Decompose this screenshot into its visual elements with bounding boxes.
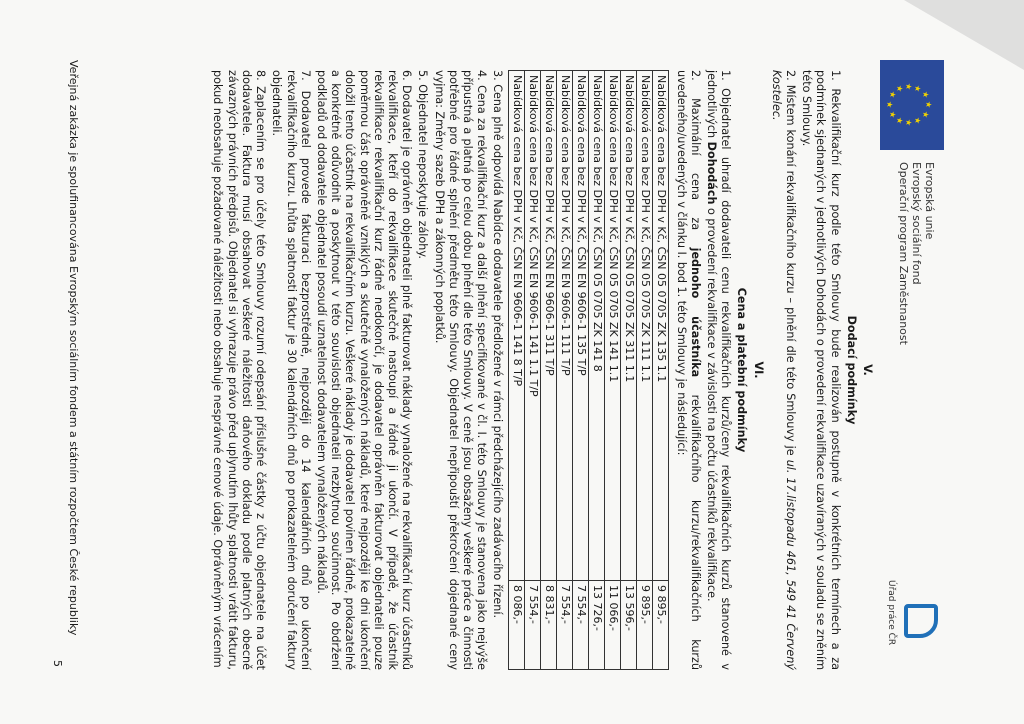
page-number: 5 [51, 660, 64, 667]
section-5-para-1: 1. Rekvalifikační kurz podle této Smlouvy bude realizován postupně v konkrétních termínech a za podmínek sjednaných v jednotlivých Dohodách o provedení rekvalifikace uzavíraných v souladu se zněním této Smlouvy. [800, 70, 842, 670]
price-label: Nabídková cena bez DPH v Kč, ČSN 05 0705 ZK 111 1.1 [637, 71, 653, 581]
section-6-para-3: 3. Cena plně odpovídá Nabídce dodavatele předložené v rámci předcházejícího zadávacího řízení. [491, 70, 505, 619]
upcr-logo-icon [904, 604, 938, 638]
price-value: 7 554,- [525, 581, 541, 670]
para-2-part-b: jednoho účastníka [688, 247, 702, 378]
para-1-part-c: o provedení rekvalifikace v závislosti na počtu účastníků rekvalifikace. [704, 204, 718, 602]
section-5-title: Dodací podmínky [844, 315, 858, 425]
eu-line-2: Evropský sociální fond [910, 162, 923, 285]
eu-line-1: Evropská unie [923, 162, 936, 240]
price-label: Nabídková cena bez DPH v Kč, ČSN EN 9606-1 141 1.1 T/P [525, 71, 541, 581]
price-label: Nabídková cena bez DPH v Kč, ČSN 05 0705 ZK 135 1.1 [653, 71, 669, 581]
eu-flag-logo: ★ ★ ★ ★ ★ ★ ★ ★ ★ ★ ★ ★ [880, 60, 944, 150]
section-6-para-8: 8. Zaplacením se pro účely této Smlouvy rozumí odepsání příslušné částky z účtu objednatele na účet dodavatele. Faktura musí obsahovat veškeré náležitosti daňového dokladu podle platných obecně závazných právních předpisů. Objednatel si vyhrazuje právo před uplynutím lhůty splatnosti vrátit fakturu, pokud neobsahuje požadované náležitosti nebo obsahuje nesprávné cenové údaje. Oprávněným vrácením [211, 70, 268, 670]
section-6-para-4: 4. Cena za rekvalifikační kurz a další plnění specifikované v čl. I. této Smlouvy je stanovena jako nejvýše přípustná a platná po celou dobu plnění dle této Smlouvy. V ceně jsou obsaženy veškeré práce a činnosti potřebné pro řádné splnění předmětu této Smlouvy. Objednatel nepřipouští překročení dojednané ceny vyjma: Změny sazeb DPH a zákonných poplatků. [432, 70, 489, 670]
price-value: 8 086,- [509, 581, 525, 670]
price-label: Nabídková cena bez DPH v Kč, ČSN EN 9606-1 141 8 T/P [509, 71, 525, 581]
table-row [573, 71, 589, 670]
price-value: 9 895,- [637, 581, 653, 670]
document-header [864, 60, 944, 720]
document-body [208, 70, 874, 670]
table-row [525, 71, 541, 670]
price-label: Nabídková cena bez DPH v Kč, ČSN 05 0705 ZK 141 1.1 [605, 71, 621, 581]
eu-program-text [897, 162, 936, 345]
table-row [557, 71, 573, 670]
price-label: Nabídková cena bez DPH v Kč, ČSN 05 0705 ZK 141 8 [589, 71, 605, 581]
para-1-part-b: Dohodách [704, 141, 718, 205]
agency-name: Úřad práce ČR [886, 580, 896, 646]
section-5-para-2-text: 2. Místem konání rekvalifikačního kurzu – plnění dle této Smlouvy je [783, 70, 797, 460]
table-row [621, 71, 637, 670]
price-value: 9 895,- [653, 581, 669, 670]
price-label: Nabídková cena bez DPH v Kč, ČSN EN 9606-1 311 T/P [541, 71, 557, 581]
section-5-para-2 [769, 70, 797, 670]
price-table [508, 70, 669, 670]
para-2-part-c: rekvalifikačního kurzu/rekvalifikačních kurzů uvedeného/uvedených v článku I. bod 1. této Smlouvy je následující: [674, 70, 702, 670]
table-row [605, 71, 621, 670]
table-row [637, 71, 653, 670]
price-value: 7 554,- [557, 581, 573, 670]
section-6-numeral: VI. [751, 361, 765, 379]
section-6-title: Cena a platební podmínky [735, 287, 749, 453]
para-2-part-a: 2. Maximální cena za [688, 70, 702, 248]
price-value: 8 831,- [541, 581, 557, 670]
section-6-para-2 [673, 70, 701, 670]
price-value: 13 726,- [589, 581, 605, 670]
table-row [541, 71, 557, 670]
price-label: Nabídková cena bez DPH v Kč, ČSN EN 9606-1 135 T/P [573, 71, 589, 581]
para-1-part-a: 1. Objednatel uhradí dodavateli cenu rekvalifikačních kurzů/ceny rekvalifikačních kurzů stanovené v jednotlivých [704, 70, 733, 670]
agency-logo-block [884, 580, 938, 645]
funding-footer: Veřejná zakázka je spolufinancována Evropským sociálním fondem a státním rozpočtem České republiky [67, 60, 80, 636]
section-6-para-6: 6. Dodavatel je oprávněn objednateli plně fakturovat náklady vynaložené na rekvalifikační kurz účastníků rekvalifikace, kteří do rekvalifikace skutečně nastoupí a řádně ji ukončí. V případě, že účastník rekvalifikace rekvalifikační kurz řádně nedokončí, je dodavatel oprávněn fakturovat objednateli pouze poměrnou část oprávněně vzniklých a skutečně vynaložených nákladů, které nejpozději ke dni ukončení doložil tento účastník na rekvalifikačním kurzu. Veškeré náklady je dodavatel povinen řádně, prokazatelně a konkrétně odůvodnit a poskytnout v této souvislosti objednateli nezbytnou součinnost. Po obdržení podkladů od dodavatele objednatel posoudí uznatelnost dodavatelem vynaložených nákladů. [314, 70, 414, 670]
table-row [509, 71, 525, 670]
delivery-place: ul. 17.listopadu 461, 549 41 Červený Kostelec. [769, 70, 797, 670]
price-value: 7 554,- [573, 581, 589, 670]
table-row [589, 71, 605, 670]
price-value: 11 066,- [605, 581, 621, 670]
section-5-numeral: V. [861, 364, 874, 376]
price-label: Nabídková cena bez DPH v Kč, ČSN EN 9606-1 111 T/P [557, 71, 573, 581]
price-value: 13 596,- [621, 581, 637, 670]
eu-line-3: Operační program Zaměstnanost [897, 162, 910, 345]
section-6-para-5: 5. Objednatel neposkytuje zálohy. [416, 70, 430, 259]
section-6-para-7: 7. Dodavatel provede fakturaci bezprostředně, nejpozději do 14 kalendářních dnů po ukončení rekvalifikačního kurzu. Lhůta splatnosti faktur je 30 kalendářních dnů po prokazatelném doručení faktury objednateli. [270, 70, 312, 670]
price-label: Nabídková cena bez DPH v Kč, ČSN 05 0705 ZK 311 1.1 [621, 71, 637, 581]
section-6-para-1 [704, 70, 732, 670]
table-row [653, 71, 669, 670]
